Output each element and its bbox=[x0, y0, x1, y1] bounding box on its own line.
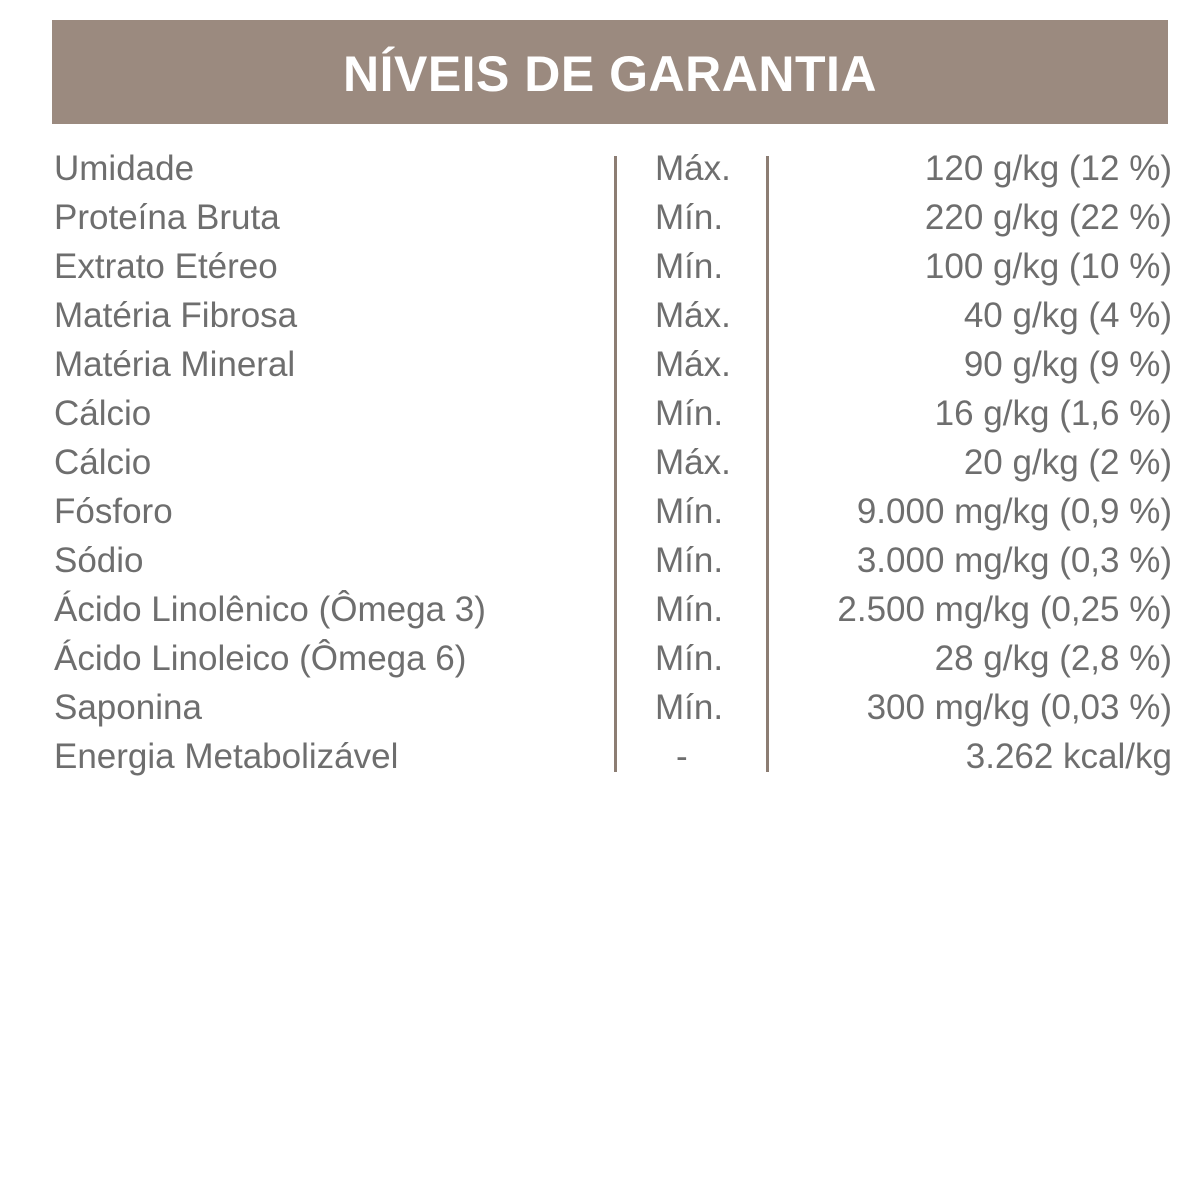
nutrient-name: Fósforo bbox=[54, 492, 173, 531]
nutrient-name: Extrato Etéreo bbox=[54, 247, 278, 286]
limit-type: Mín. bbox=[655, 590, 724, 629]
nutrient-name: Umidade bbox=[54, 149, 195, 188]
limit-type: Máx. bbox=[655, 149, 731, 188]
limit-type: Máx. bbox=[655, 296, 731, 335]
table-row bbox=[0, 634, 1200, 683]
table-row bbox=[0, 683, 1200, 732]
limit-type: Mín. bbox=[655, 688, 724, 727]
table-row bbox=[0, 291, 1200, 340]
nutrient-name: Energia Metabolizável bbox=[54, 737, 399, 776]
nutrient-value: 20 g/kg (2 %) bbox=[963, 443, 1172, 482]
nutrient-value: 220 g/kg (22 %) bbox=[924, 198, 1172, 237]
nutrient-value: 3.262 kcal/kg bbox=[965, 737, 1172, 776]
table-row bbox=[0, 389, 1200, 438]
table-row bbox=[0, 585, 1200, 634]
nutrient-value: 100 g/kg (10 %) bbox=[924, 247, 1172, 286]
limit-type: Mín. bbox=[655, 394, 724, 433]
header-bar bbox=[52, 20, 1168, 124]
limit-type: Máx. bbox=[655, 345, 731, 384]
nutrient-value: 120 g/kg (12 %) bbox=[924, 149, 1172, 188]
nutrient-value: 300 mg/kg (0,03 %) bbox=[866, 688, 1172, 727]
nutrient-name: Matéria Fibrosa bbox=[54, 296, 298, 335]
limit-type: Mín. bbox=[655, 247, 724, 286]
nutrient-name: Ácido Linoleico (Ômega 6) bbox=[54, 639, 467, 678]
page-title: NÍVEIS DE GARANTIA bbox=[342, 46, 878, 102]
nutrient-name: Cálcio bbox=[54, 443, 152, 482]
nutrient-value: 2.500 mg/kg (0,25 %) bbox=[837, 590, 1172, 629]
nutrient-name: Saponina bbox=[54, 688, 202, 727]
nutrient-name: Cálcio bbox=[54, 394, 152, 433]
limit-type: Máx. bbox=[655, 443, 731, 482]
table-row bbox=[0, 242, 1200, 291]
table-row bbox=[0, 487, 1200, 536]
limit-type: Mín. bbox=[655, 492, 724, 531]
nutrient-name: Proteína Bruta bbox=[54, 198, 280, 237]
nutrient-name: Sódio bbox=[54, 541, 144, 580]
table-row bbox=[0, 438, 1200, 487]
nutrient-value: 16 g/kg (1,6 %) bbox=[934, 394, 1172, 433]
nutrient-value: 9.000 mg/kg (0,9 %) bbox=[856, 492, 1172, 531]
limit-type: Mín. bbox=[655, 639, 724, 678]
nutrient-value: 3.000 mg/kg (0,3 %) bbox=[856, 541, 1172, 580]
limit-type: - bbox=[676, 737, 688, 776]
nutrient-name: Matéria Mineral bbox=[54, 345, 296, 384]
guarantee-table bbox=[0, 144, 1200, 781]
table-row bbox=[0, 536, 1200, 585]
nutrient-name: Ácido Linolênico (Ômega 3) bbox=[54, 590, 486, 629]
table-row bbox=[0, 144, 1200, 193]
limit-type: Mín. bbox=[655, 198, 724, 237]
limit-type: Mín. bbox=[655, 541, 724, 580]
nutrient-value: 40 g/kg (4 %) bbox=[963, 296, 1172, 335]
nutrient-value: 90 g/kg (9 %) bbox=[963, 345, 1172, 384]
table-row bbox=[0, 193, 1200, 242]
table-row bbox=[0, 732, 1200, 781]
table-row bbox=[0, 340, 1200, 389]
nutrient-value: 28 g/kg (2,8 %) bbox=[934, 639, 1172, 678]
